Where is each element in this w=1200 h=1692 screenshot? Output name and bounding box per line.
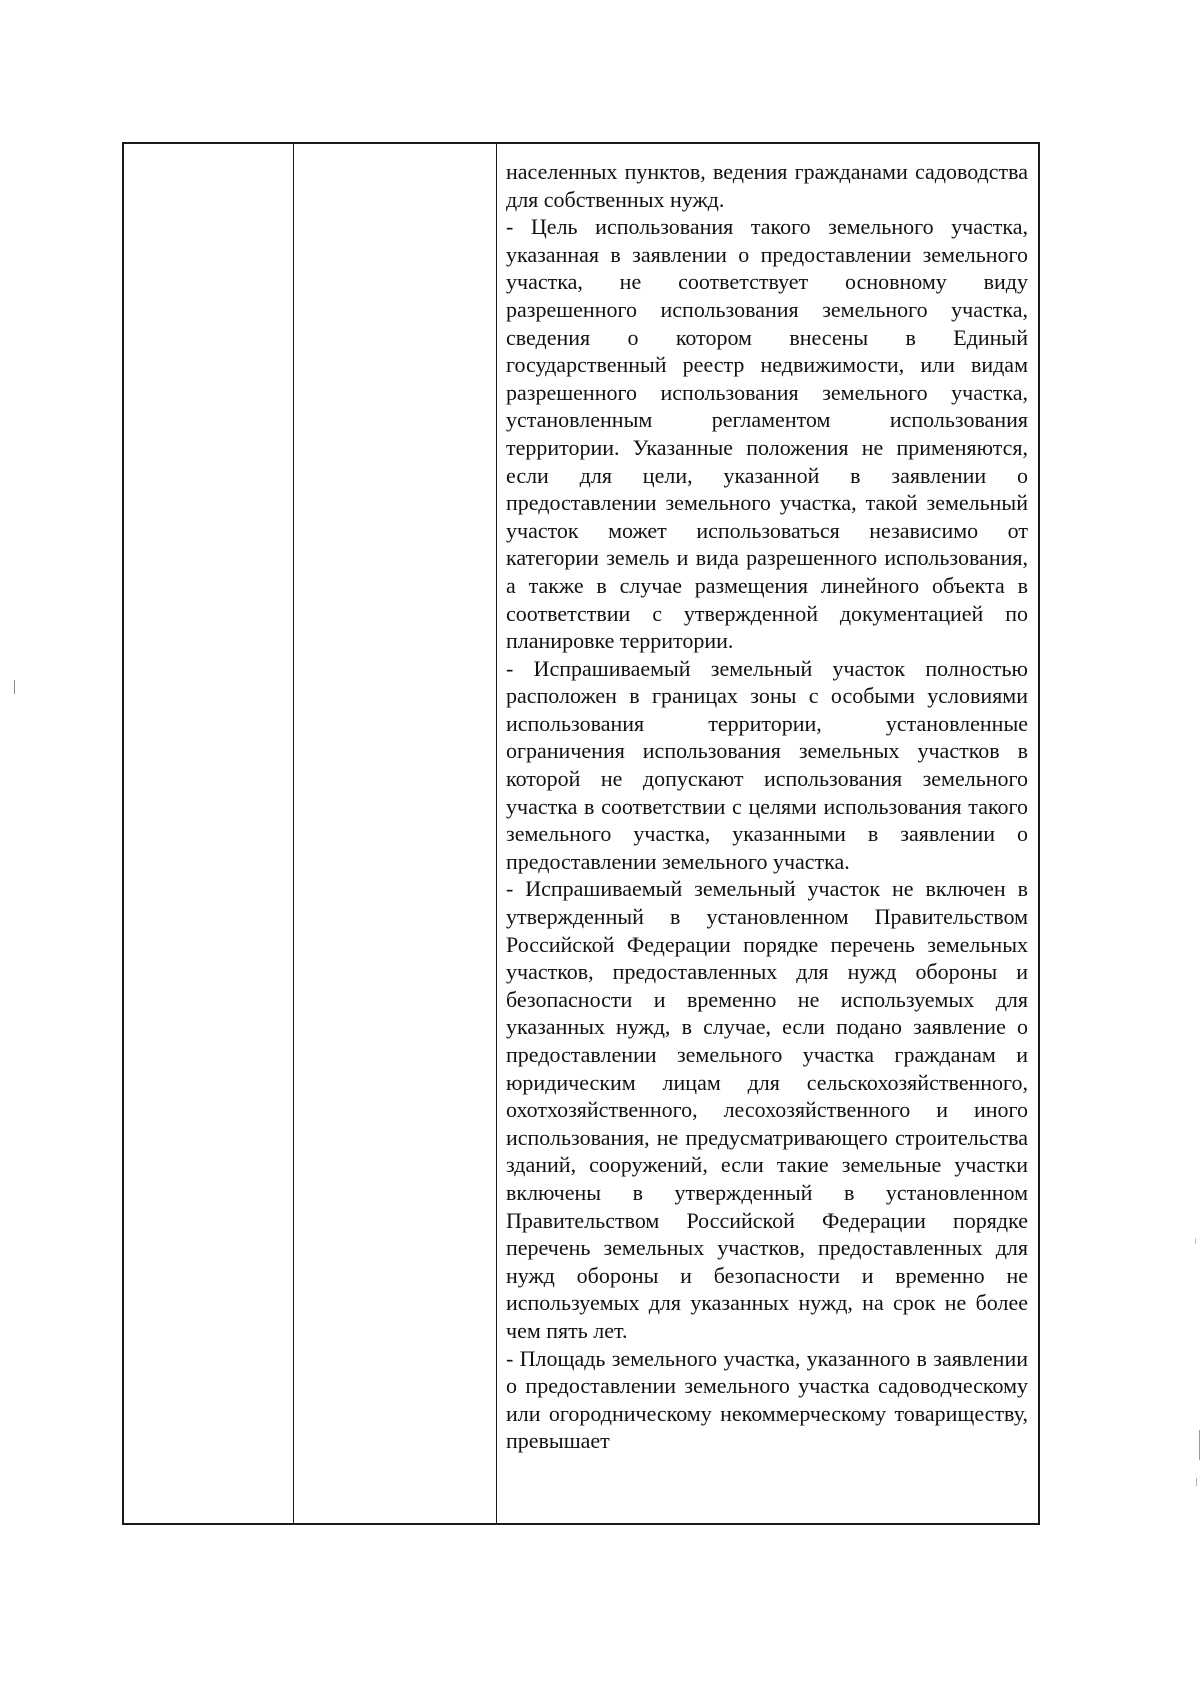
table-column-basis (294, 144, 497, 1523)
table-column-number (124, 144, 294, 1523)
paragraph-purpose-mismatch: - Цель использования такого земельного участка, указанная в заявлении о предоставлении земельного участка, не соответствует основному виду разрешенного использования земельного участка, сведения о котором внесены в Единый государственный реестр недвижимости, или видам разрешенного использования земельного участка, установленным регламентом использования территории. Указанные положения не применяются, если для цели, указанной в заявлении о предоставлении земельного участка, такой земельный участок может использоваться независимо от категории земель и вида разрешенного использования, а также в случае размещения линейного объекта в соответствии с утвержденной документацией по планировке территории. (506, 214, 1028, 654)
scan-artifact-mark (1195, 1238, 1196, 1244)
paragraph-special-zone: - Испрашиваемый земельный участок полностью расположен в границах зоны с особыми условиями использования территории, установленные ограничения использования земельных участков в которой не допускают использования земельного участка в соответствии с целями использования такого земельного участка, указанными в заявлении о предоставлении земельного участка. (506, 655, 1028, 874)
paragraph-continuation: населенных пунктов, ведения гражданами садоводства для собственных нужд. (506, 159, 1028, 212)
scan-artifact-mark (14, 680, 15, 694)
scan-artifact-mark (1196, 1478, 1197, 1486)
paragraph-defense-list: - Испрашиваемый земельный участок не включен в утвержденный в установленном Правительством Российской Федерации порядке перечень земельных участков, предоставленных для нужд обороны и безопасности и временно не используемых для указанных нужд, в случае, если подано заявление о предоставлении земельного участка гражданам и юридическим лицам для сельскохозяйственного, охотхозяйственного, лесохозяйственного и иного использования, не предусматривающего строительства зданий, сооружений, если такие земельные участки включены в утвержденный в установленном Правительством Российской Федерации порядке перечень земельных участков, предоставленных для нужд обороны и безопасности и временно не используемых для указанных нужд, на срок не более чем пять лет. (506, 876, 1028, 1343)
paragraph-area-exceeds: - Площадь земельного участка, указанного в заявлении о предоставлении земельного участка садоводческому или огородническому некоммерческому товариществу, превышает (506, 1345, 1028, 1454)
document-table (122, 142, 1040, 1525)
table-column-grounds (497, 144, 1038, 1523)
